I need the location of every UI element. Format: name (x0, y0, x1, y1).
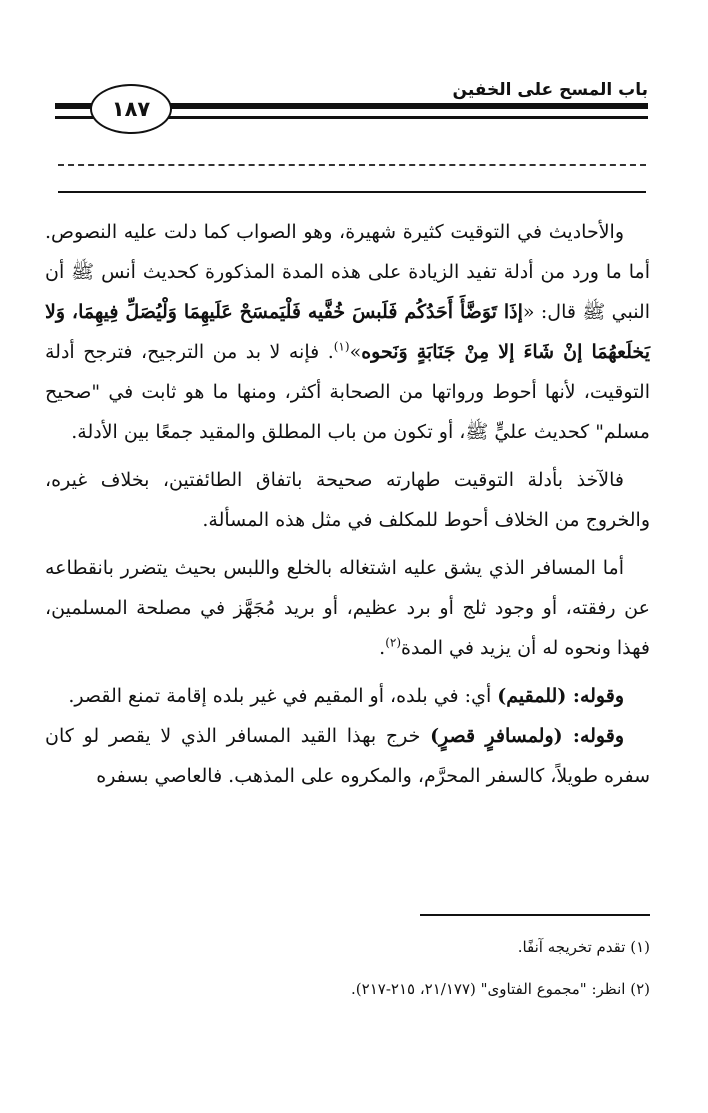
footnote-ref-1: (١) (333, 339, 350, 354)
paragraph-1-rest: . فإنه لا بد من الترجيح، فترجح أدلة التوقيت، لأنها أحوط ورواتها من الصحابة أكثر، ومنها ما هو ثابت في "صحيح مسلم" كحديث عليٍّ ﷺ، أو تكون من باب المطلق والمقيد جمعًا بين الأدلة. (45, 341, 650, 443)
main-text (45, 212, 650, 796)
page-number: ١٨٧ (90, 84, 172, 134)
paragraph-4 (45, 676, 650, 716)
chapter-title: باب المسح على الخفين (452, 80, 648, 100)
paragraph-5 (45, 716, 650, 796)
dashed-divider (58, 164, 646, 166)
paragraph-1 (45, 212, 650, 452)
paragraph-3 (45, 548, 650, 668)
footnote-ref-2: (٢) (385, 635, 402, 650)
quote-close: » (349, 341, 362, 363)
paragraph-4-lead: وقوله: (للمقيم) (497, 685, 624, 707)
footnotes (45, 926, 650, 1010)
paragraph-5-rest: خرج بهذا القيد المسافر الذي لا يقصر لو كان سفره طويلاً، كالسفر المحرَّم، والمكروه على المذهب. فالعاصي بسفره (45, 725, 650, 787)
paragraph-1-text: والأحاديث في التوقيت كثيرة شهيرة، وهو الصواب كما دلت عليه النصوص. أما ما ورد من أدلة تفيد الزيادة على هذه المدة المذكورة كحديث أنس ﷺ أن النبي ﷺ قال: « (45, 221, 650, 323)
paragraph-3-text: أما المسافر الذي يشق عليه اشتغاله بالخلع واللبس بحيث يتضرر بانقطاعه عن رفقته، أو وجود ثلج أو برد عظيم، أو بريد مُجَهَّز في مصلحة المسلمين، فهذا ونحوه له أن يزيد في المدة (45, 557, 650, 659)
hadith-quote: إذَا تَوَضَّأَ أَحَدُكُم فَلَبسَ خُفَّيه فَلْيَمسَحْ عَلَيهِمَا وَلْيُصَلِّ فِيهِمَا، وَلا يَخلَعهُمَا إنْ شَاءَ إلا مِنْ جَنَابَةٍ وَنَحوه (45, 301, 650, 363)
text-top-rule (58, 191, 646, 193)
footnote-rule (420, 914, 650, 916)
footnote-2: (٢) انظر: "مجموع الفتاوى" (٢١/١٧٧، ٢١٥-٢١٧). (351, 980, 650, 998)
paragraph-2: فالآخذ بأدلة التوقيت طهارته صحيحة باتفاق الطائفتين، بخلاف غيره، والخروج من الخلاف أحوط للمكلف في مثل هذه المسألة. (45, 469, 650, 531)
paragraph-4-rest: أي: في بلده، أو المقيم في غير بلده إقامة تمنع القصر. (68, 685, 498, 707)
footnote-1: (١) تقدم تخريجه آنفًا. (517, 938, 650, 956)
paragraph-5-lead: وقوله: (ولمسافرٍ قصرٍ) (430, 725, 624, 747)
paragraph-3-end: . (379, 637, 386, 659)
